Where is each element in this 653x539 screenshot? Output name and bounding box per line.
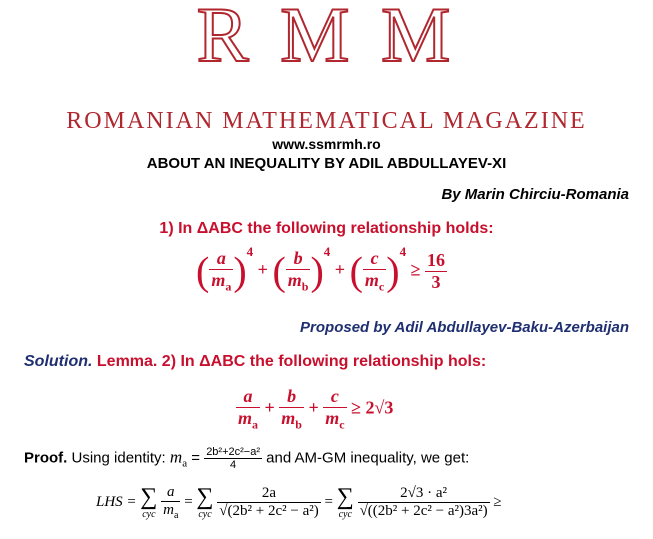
inequality-2: $\frac{a}{m_a}$ + $\frac{b}{m_b}$ + $\frac{c}{m_c}$ ≥ 2√3 (238, 386, 394, 432)
proof-line: Proof. Using identity: $m_a$ = $\frac{\text{2b²+2c²−a²}}{4}$ and AM-GM inequality, we get: (24, 446, 470, 471)
rmm-logo: R M M (196, 0, 457, 78)
inequality-1: ( $\frac{a}{m_a}$ )$^4$ + ( $\frac{b}{m_b}$ )$^4$ + ( $\frac{c}{m_c}$ )$^4$ ≥ $\frac{16}{3}$ (196, 244, 445, 294)
proof-label: Proof. (24, 449, 68, 467)
website-url[interactable]: www.ssmrmh.ro (272, 136, 381, 152)
proposed-by: Proposed by Adil Abdullayev-Baku-Azerbaijan (300, 319, 629, 336)
lemma-statement: Lemma. 2) In ΔABC the following relationship hols: (96, 353, 487, 370)
problem-statement: 1) In ΔABC the following relationship holds: (159, 220, 494, 237)
author-line: By Marin Chirciu-Romania (441, 186, 629, 203)
solution-heading (24, 353, 486, 371)
lhs-derivation: LHS = ∑ cyc $\frac{a}{m_a}$ = ∑ cyc $\frac{2a}{\text{√(2b² + 2c² − a²)}}$ = ∑ cyc $\frac{\text{2√3 · a²}}{\text{√((2b² + 2c² − a²)3a²)}}$ ≥ (96, 484, 502, 521)
article-title: ABOUT AN INEQUALITY BY ADIL ABDULLAYEV-XI (146, 155, 507, 172)
magazine-name: ROMANIAN MATHEMATICAL MAGAZINE (66, 108, 587, 134)
solution-label: Solution. (24, 353, 93, 370)
